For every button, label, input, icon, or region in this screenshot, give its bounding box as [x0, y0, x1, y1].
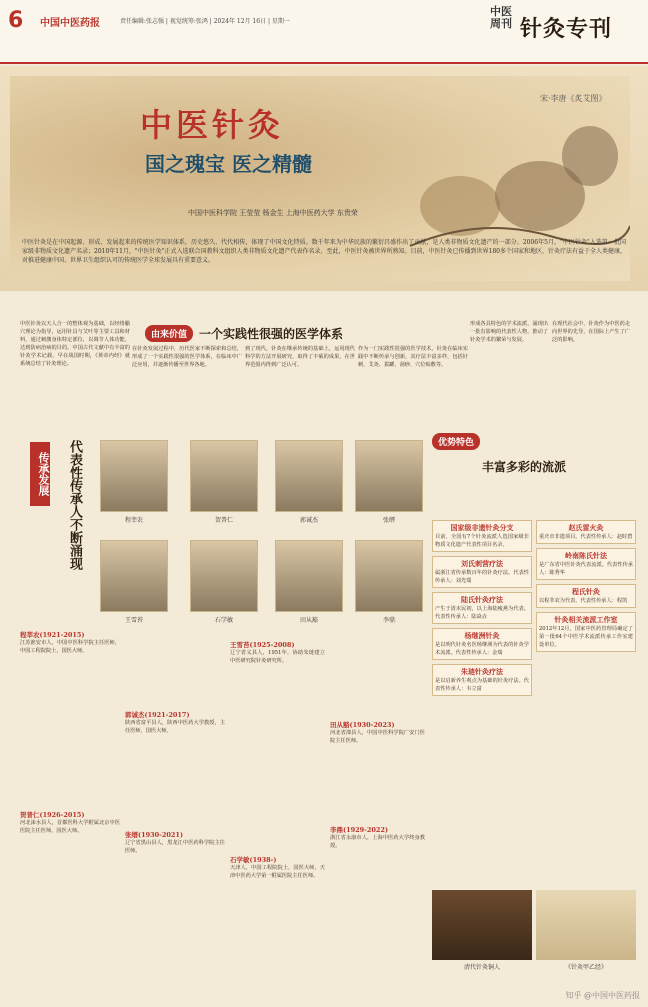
- school-title: 岭南陈氏针法: [565, 551, 607, 560]
- text-column-3: 到了现代，针灸在继承传统的基础上，运用现代科学的方法开展研究，取得了丰硕的成果，在世界范围内得到广泛认可。: [245, 346, 355, 368]
- school-text: 目前，全国有7个针灸流派人选国家级非物质文化遗产代表性项目名录。: [435, 534, 529, 548]
- bio: [125, 830, 225, 855]
- section-title: 一个实践性很强的医学体系: [199, 327, 344, 341]
- bronze-figure-image: [432, 890, 532, 960]
- bio: [330, 825, 425, 850]
- bio-text: 辽宁省义县人，1951年，协助朱琏建立中医研究院针灸研究所。: [230, 650, 325, 664]
- school-title: 针灸相关流派工作室: [554, 615, 618, 624]
- supplement-logo: 中医周刊: [490, 5, 512, 30]
- bio-text: 河北省滦县人，中国中医科学院广安门医院主任医师。: [330, 730, 425, 744]
- text-column-6: 在现代社会中，针灸作为中医药走向世界的先导，在国际上产生了广泛的影响。: [552, 321, 630, 343]
- school-title: 朱琏针灸疗法: [461, 667, 503, 676]
- page-number: 6: [8, 8, 24, 33]
- school-text: 是广东省中医针灸代表流派。代表性传承人：陈秀华: [539, 562, 633, 576]
- watermark: 知乎 @中国中医药报: [565, 991, 640, 1000]
- bio-text: 辽宁省黑山县人，黑龙江中医药科学院主任医师。: [125, 840, 225, 854]
- painting-caption: 宋·李唐《炙艾图》: [540, 94, 607, 103]
- portrait-name: 张缙: [382, 517, 395, 524]
- bio: [125, 710, 225, 735]
- bio: [20, 630, 120, 655]
- bio-text: 天津人，中国工程院院士，国医大师，天津中医药大学第一附属医院主任医师。: [230, 865, 325, 879]
- school-title: 陆氏针灸疗法: [461, 595, 503, 604]
- schools-left: [432, 520, 532, 880]
- school-title: 程氏针灸: [572, 587, 600, 596]
- bio: [230, 640, 325, 665]
- text-column-1: 中医针灸以天人合一的整体观为基础，以经络腧穴理论为指导，运用针具与艾叶等主要工具和材料，通过刺激身体特定部位，以调节人体功能，达到防病治病的目的。中国古代文献中有丰富的针灸学术记载，早在战国时期，《黄帝内经》就系统总结了针灸理论。: [20, 321, 130, 367]
- section-title: 丰富多彩的流派: [482, 460, 567, 474]
- bio-text: 浙江省永康市人，上海中医药大学终身教授。: [330, 835, 425, 849]
- portrait-1: [100, 440, 168, 512]
- school-text: 2012年12月，国家中医药管理局确定了第一批64个中医学术流派传承工作室建设单位。: [539, 626, 633, 648]
- text-column-2: 在针灸发展过程中，历代医家不断探索和总结，形成了一个实践性很强的医学体系，在临床中广泛应用，并逐渐传播至世界各地。: [132, 346, 242, 368]
- column-title: 针灸专刊: [520, 16, 613, 42]
- lead-paragraph: 中医针灸是在中国起源、形成、发展起来的传统医学知识体系，历史悠久、代代相传，体现了中国文化特质。数千年来为中华民族的繁衍昌盛作出了贡献，是人类非物质文化遗产的一部分。2006年5月，"中医针灸"入选第一批国家级非物质文化遗产名录；2010年11月，"中医针灸"正式入选联合国教科文组织人类非物质文化遗产代表作名录，至此，中医针灸被世界所熟知。目前，中医针灸已传播到世界180多个国家和地区，针灸疗法有益于全人类健康，对推进健康中国、世界卫生组织认可的传统医学全球发展具有重要意义。: [22, 239, 626, 264]
- bio-text: 江苏淮安市人，中国中医科学院主任医师，中国工程院院士，国医大师。: [20, 640, 120, 654]
- school-box: [536, 548, 636, 580]
- bio-text: 河北涞水县人，首都医科大学附属北京中医医院主任医师，国医大师。: [20, 820, 120, 834]
- book-image: [536, 890, 636, 960]
- schools-right: [536, 520, 636, 880]
- portrait-name: 郭诚杰: [299, 517, 318, 524]
- school-title: 赵氏雷火灸: [568, 523, 604, 532]
- section-header-features: [432, 430, 632, 486]
- section-header-value: [145, 325, 343, 342]
- portrait-name: 田从豁: [299, 617, 318, 624]
- school-box: [432, 592, 532, 624]
- school-title: 杨继洲针灸: [464, 631, 500, 640]
- portrait-6: [190, 540, 258, 612]
- school-text: 重庆市非遗项目。代表性传承人：赵时碧: [539, 534, 633, 540]
- portrait-5: [100, 540, 168, 612]
- school-text: 以程莘农为代表。代表性传承人：程凯: [539, 598, 628, 604]
- portrait-name: 王雪苔: [124, 617, 143, 624]
- bio-name: 李鼎(1929-2022): [330, 826, 389, 834]
- portrait-2: [190, 440, 258, 512]
- portrait-7: [275, 540, 343, 612]
- bio-name: 郭诚杰(1921-2017): [125, 711, 190, 719]
- text-column-4: 作为一门实践性很强的医学技术，针灸在临床实践中不断传承与创新，其疗法丰富多样，包括针刺、艾灸、拔罐、刮痧、穴位贴敷等。: [358, 346, 468, 368]
- school-box: [432, 664, 532, 696]
- text-column-5: 形成各具特色的学术流派，涌现出一批有影响的代表性人物，推动了针灸学术的繁荣与发展。: [470, 321, 548, 343]
- hero-authors: 中国中医科学院 王莹莹 杨金生 上海中医药大学 东贵荣: [188, 209, 358, 217]
- portrait-8: [355, 540, 423, 612]
- bios-area: [20, 630, 425, 990]
- newspaper-name: 中国中医药报: [40, 18, 100, 29]
- bio-name: 程莘农(1921-2015): [20, 631, 85, 639]
- portrait-name: 贺普仁: [214, 517, 233, 524]
- bio-name: 石学敏(1938-): [230, 856, 277, 864]
- bio-name: 贺普仁(1926-2015): [20, 811, 85, 819]
- bio-name: 王雪苔(1925-2008): [230, 641, 295, 649]
- image-caption: 《针灸甲乙经》: [564, 964, 607, 971]
- section-tag: 优势特色: [432, 433, 480, 450]
- school-box: [536, 520, 636, 544]
- school-text: 属浙江省传承数百年的针灸疗法。代表性传承人：刘光瑞: [435, 570, 529, 584]
- school-box: [432, 520, 532, 552]
- bio: [230, 855, 325, 880]
- portrait-3: [275, 440, 343, 512]
- school-text: 是以明代针灸名医杨继洲为代表的针灸学术流派。代表性传承人：金瑞: [435, 642, 529, 656]
- bio: [330, 720, 425, 745]
- hero-title: 中医针灸: [140, 106, 285, 144]
- bio-name: 田从豁(1930-2023): [330, 721, 395, 729]
- school-box: [536, 612, 636, 652]
- school-box: [432, 556, 532, 588]
- portrait-name: 石学敏: [214, 617, 233, 624]
- bio: [20, 810, 120, 835]
- bio-name: 张缙(1930-2021): [125, 831, 184, 839]
- school-box: [536, 584, 636, 608]
- image-caption: 清代针灸铜人: [463, 964, 500, 971]
- school-box: [432, 628, 532, 660]
- issue-meta: 责任编辑:张志强 | 视觉统筹:张鸿 | 2024年 12月 16日 | 星期一: [120, 18, 290, 25]
- school-text: 产生于清末民初，以上海陆瘦燕为代表。代表性传承人：陆焱垚: [435, 606, 529, 620]
- portrait-4: [355, 440, 423, 512]
- hero-subtitle: 国之瑰宝 医之精髓: [145, 152, 312, 176]
- section-tag: 由来价值: [145, 325, 193, 342]
- bio-text: 陕西省富平县人，陕西中医药大学教授，主任医师，国医大师。: [125, 720, 225, 734]
- school-title: 国家级非遗针灸分支: [450, 523, 514, 532]
- school-title: 刘氏刺营疗法: [461, 559, 503, 568]
- section-title-heritage: 代表性传承人不断涌现: [67, 440, 82, 570]
- portrait-name: 程莘农: [124, 517, 143, 524]
- portrait-name: 李鼎: [382, 617, 395, 624]
- school-text: 是以启新养生观点为基础的针灸疗法。代表性传承人：韦立富: [435, 678, 529, 692]
- section-tag-heritage: 传承发展: [30, 442, 50, 506]
